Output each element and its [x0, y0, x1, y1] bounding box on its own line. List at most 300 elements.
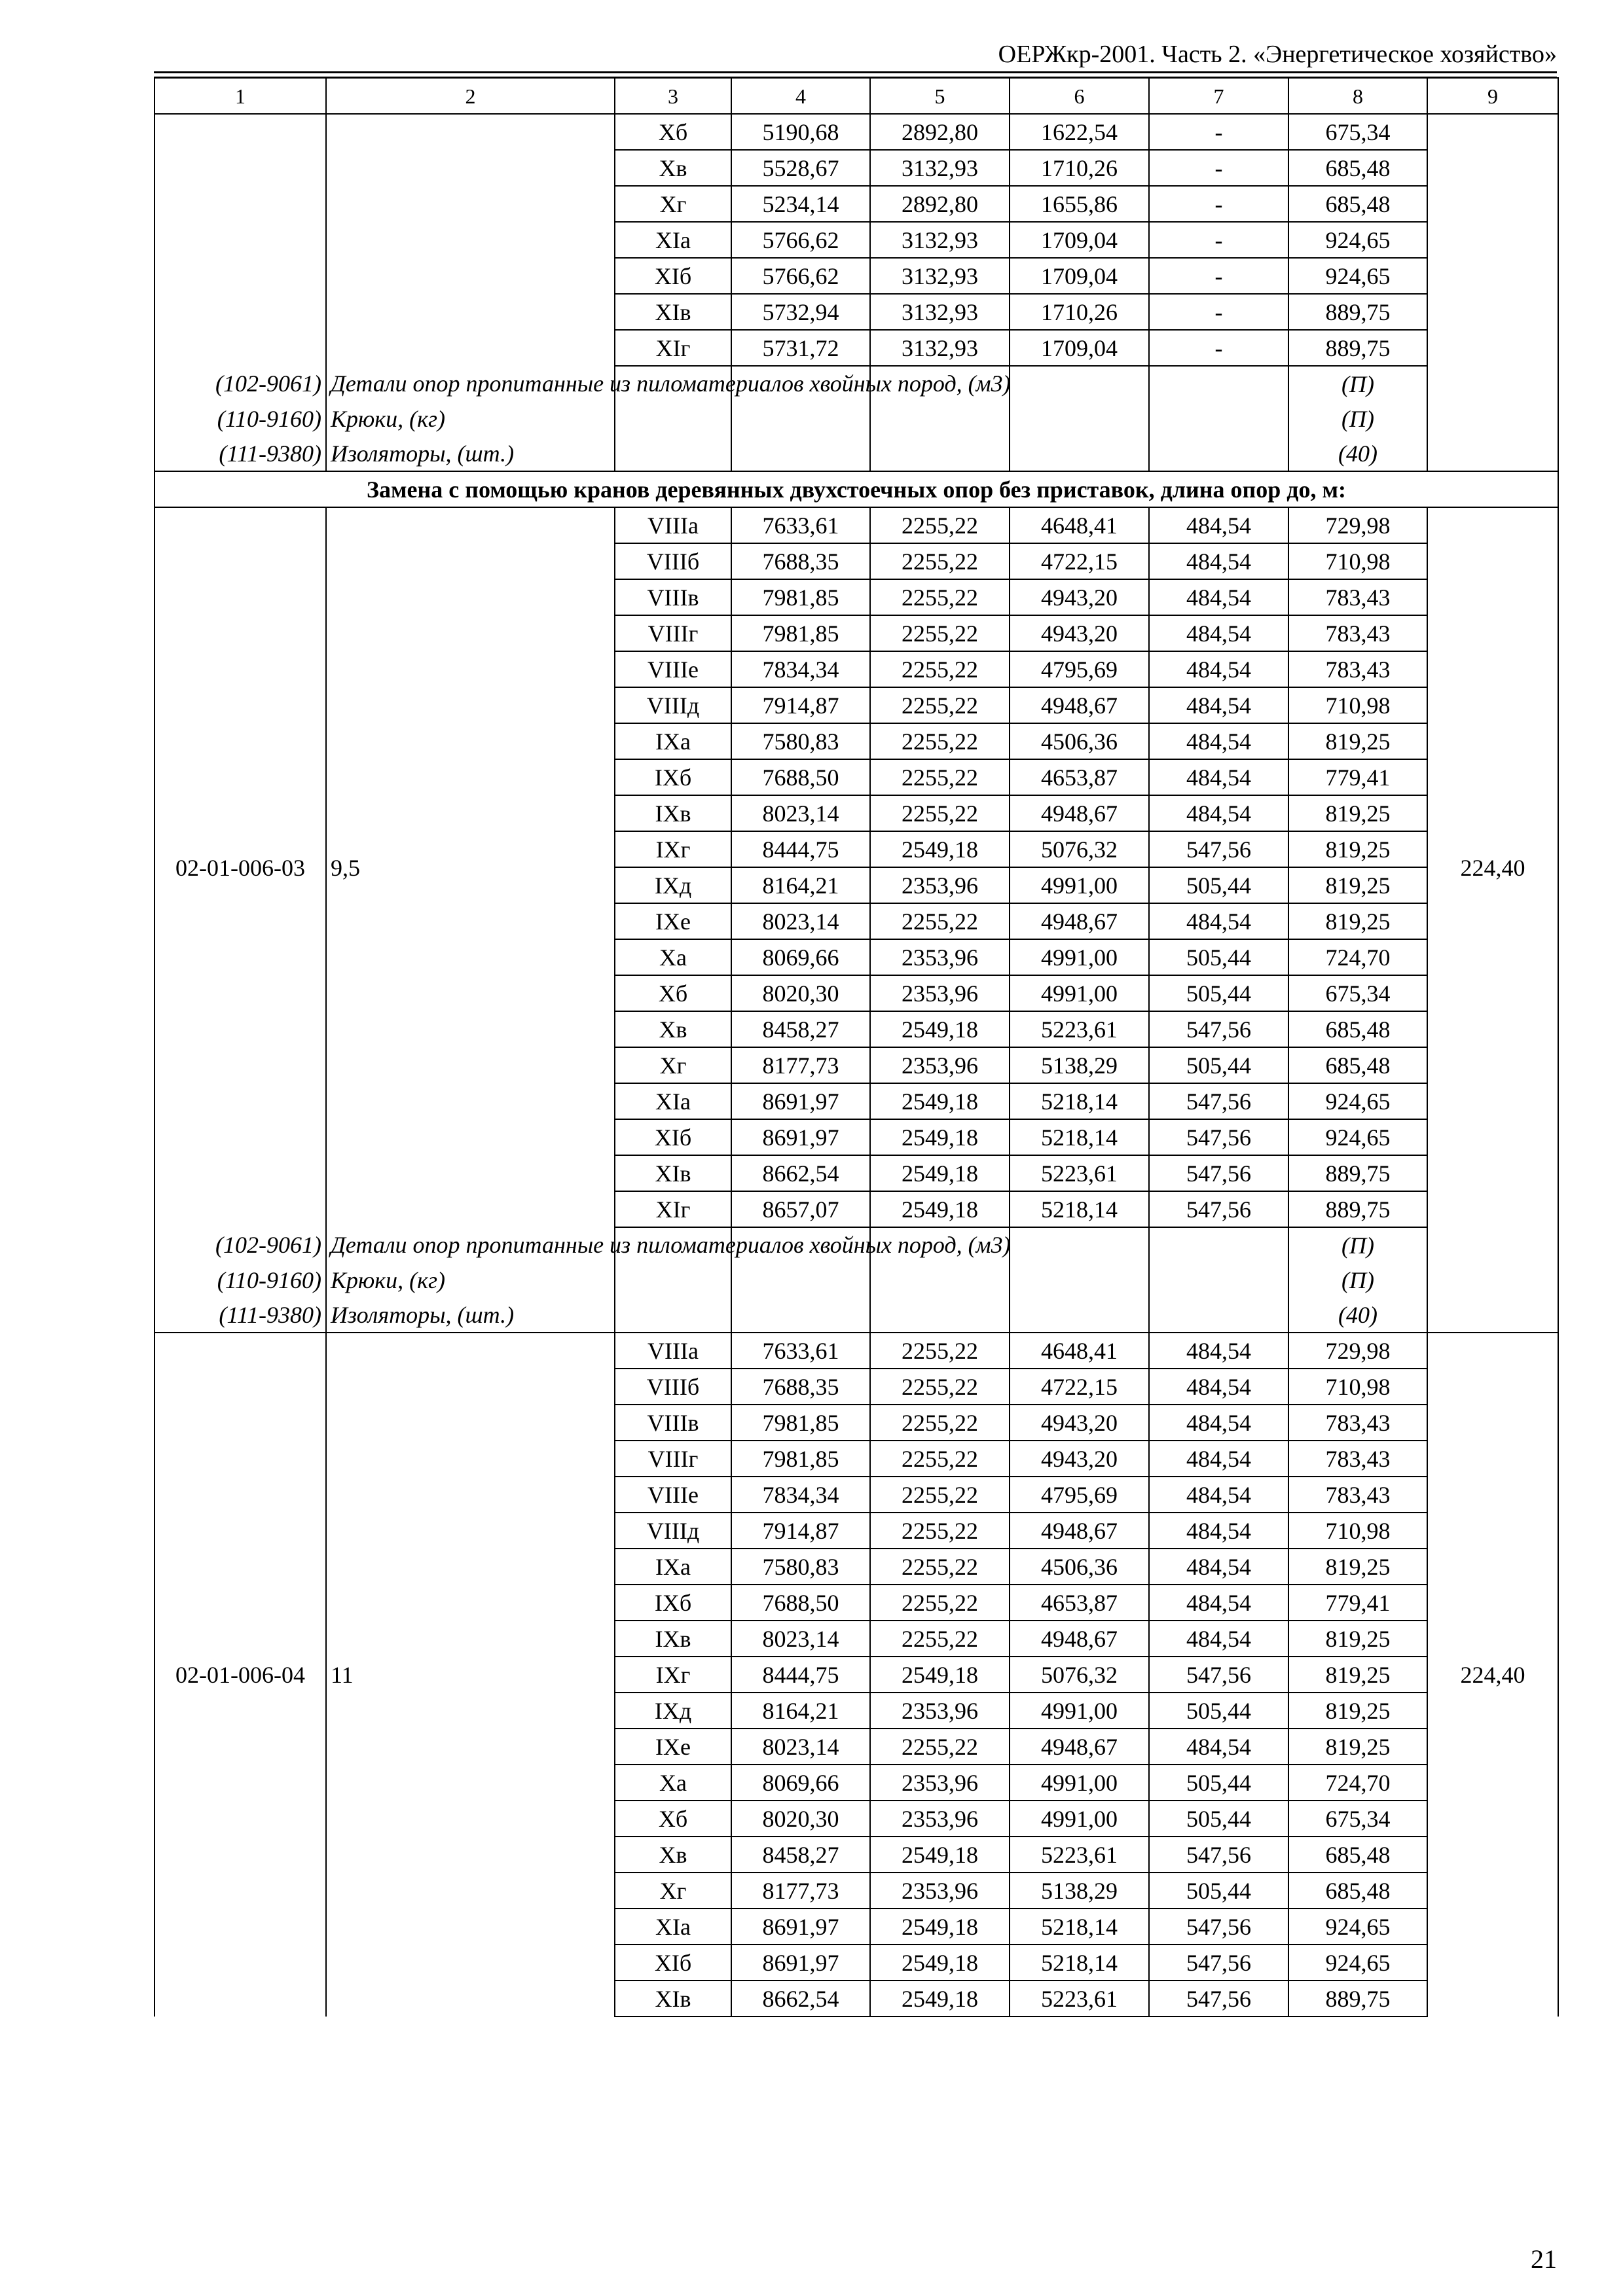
empty-cell — [1010, 1263, 1149, 1297]
table-cell-col-3: VIIIг — [615, 1441, 731, 1477]
table-cell-col-5: 2255,22 — [870, 1405, 1010, 1441]
table-cell-col-4: 8023,14 — [731, 903, 870, 939]
table-cell-col-7: 505,44 — [1149, 939, 1288, 975]
table-cell-col-5: 2255,22 — [870, 507, 1010, 543]
material-qty: (П) — [1288, 1227, 1427, 1263]
rate-code — [155, 114, 326, 366]
table-cell-col-7: 484,54 — [1149, 1729, 1288, 1765]
empty-cell — [1427, 366, 1558, 401]
rate-col9: 224,40 — [1427, 507, 1558, 1227]
table-cell-col-3: IXе — [615, 1729, 731, 1765]
table-cell-col-8: 889,75 — [1288, 1191, 1427, 1227]
table-cell-col-6: 1710,26 — [1010, 150, 1149, 186]
table-cell-col-7: 505,44 — [1149, 867, 1288, 903]
table-cell-col-5: 3132,93 — [870, 150, 1010, 186]
table-cell-col-5: 2255,22 — [870, 1441, 1010, 1477]
table-cell-col-3: VIIIа — [615, 1333, 731, 1369]
table-cell-col-6: 4943,20 — [1010, 579, 1149, 615]
table-cell-col-7: 547,56 — [1149, 1837, 1288, 1873]
table-cell-col-3: IXб — [615, 1585, 731, 1621]
material-qty: (П) — [1288, 366, 1427, 401]
table-cell-col-5: 2255,22 — [870, 903, 1010, 939]
table-cell-col-7: 547,56 — [1149, 1119, 1288, 1155]
table-cell-col-5: 2353,96 — [870, 1047, 1010, 1083]
table-cell-col-7: 484,54 — [1149, 1549, 1288, 1585]
table-cell-col-3: Xб — [615, 975, 731, 1011]
empty-cell — [731, 436, 870, 471]
empty-cell — [870, 1297, 1010, 1333]
table-cell-col-8: 685,48 — [1288, 1011, 1427, 1047]
table-cell-col-8: 685,48 — [1288, 186, 1427, 222]
table-cell-col-3: XIб — [615, 1119, 731, 1155]
table-cell-col-3: XIв — [615, 1155, 731, 1191]
table-cell-col-6: 4991,00 — [1010, 1801, 1149, 1837]
table-cell-col-6: 4722,15 — [1010, 1369, 1149, 1405]
table-cell-col-3: VIIIе — [615, 651, 731, 687]
table-cell-col-8: 783,43 — [1288, 579, 1427, 615]
empty-cell — [1010, 366, 1149, 401]
table-cell-col-3: IXа — [615, 1549, 731, 1585]
table-cell-col-5: 2353,96 — [870, 975, 1010, 1011]
column-number-7: 7 — [1149, 78, 1288, 114]
table-cell-col-8: 889,75 — [1288, 294, 1427, 330]
table-cell-col-8: 685,48 — [1288, 1873, 1427, 1909]
table-cell-col-8: 710,98 — [1288, 543, 1427, 579]
table-cell-col-5: 2549,18 — [870, 1945, 1010, 1981]
table-cell-col-7: 484,54 — [1149, 1621, 1288, 1657]
table-cell-col-6: 5218,14 — [1010, 1119, 1149, 1155]
table-cell-col-4: 7914,87 — [731, 687, 870, 723]
table-cell-col-3: VIIIе — [615, 1477, 731, 1513]
table-cell-col-7: 547,56 — [1149, 1191, 1288, 1227]
table-cell-col-7: 484,54 — [1149, 1369, 1288, 1405]
table-cell-col-3: IXг — [615, 831, 731, 867]
table-cell-col-7: 505,44 — [1149, 1873, 1288, 1909]
column-number-5: 5 — [870, 78, 1010, 114]
material-name: Крюки, (кг) — [326, 1263, 615, 1297]
table-cell-col-5: 3132,93 — [870, 294, 1010, 330]
material-code: (111-9380) — [155, 1297, 326, 1333]
table-cell-col-7: 505,44 — [1149, 1047, 1288, 1083]
table-cell-col-3: Xг — [615, 186, 731, 222]
column-number-row — [155, 78, 1558, 114]
material-qty: (П) — [1288, 1263, 1427, 1297]
table-cell-col-8: 729,98 — [1288, 507, 1427, 543]
table-cell-col-5: 2255,22 — [870, 795, 1010, 831]
table-cell-col-8: 710,98 — [1288, 1369, 1427, 1405]
table-cell-col-5: 2549,18 — [870, 1119, 1010, 1155]
table-cell-col-4: 7981,85 — [731, 1405, 870, 1441]
table-cell-col-8: 819,25 — [1288, 1549, 1427, 1585]
table-cell-col-3: Xб — [615, 114, 731, 150]
empty-cell — [1149, 1227, 1288, 1263]
table-cell-col-4: 8164,21 — [731, 867, 870, 903]
table-cell-col-8: 724,70 — [1288, 1765, 1427, 1801]
table-cell-col-8: 819,25 — [1288, 1621, 1427, 1657]
table-cell-col-7: 547,56 — [1149, 1011, 1288, 1047]
table-cell-col-7: 505,44 — [1149, 1801, 1288, 1837]
page-header-title: ОЕРЖкр-2001. Часть 2. «Энергетическое хозяйство» — [998, 41, 1557, 68]
table-cell-col-5: 2353,96 — [870, 1765, 1010, 1801]
table-cell-col-3: Xв — [615, 1837, 731, 1873]
table-cell-col-4: 8020,30 — [731, 975, 870, 1011]
empty-cell — [615, 401, 731, 436]
empty-cell — [1010, 436, 1149, 471]
empty-cell — [870, 1263, 1010, 1297]
table-cell-col-7: 547,56 — [1149, 1083, 1288, 1119]
material-code: (102-9061) — [155, 366, 326, 401]
table-row — [155, 507, 1558, 543]
table-cell-col-6: 5223,61 — [1010, 1981, 1149, 2017]
table-cell-col-4: 8691,97 — [731, 1945, 870, 1981]
table-cell-col-3: IXа — [615, 723, 731, 759]
table-cell-col-8: 729,98 — [1288, 1333, 1427, 1369]
table-cell-col-8: 819,25 — [1288, 723, 1427, 759]
table-cell-col-3: Xв — [615, 1011, 731, 1047]
table-cell-col-5: 2549,18 — [870, 1837, 1010, 1873]
table-cell-col-8: 889,75 — [1288, 1155, 1427, 1191]
material-name: Изоляторы, (шт.) — [326, 1297, 615, 1333]
table-cell-col-5: 2255,22 — [870, 615, 1010, 651]
empty-cell — [1149, 366, 1288, 401]
material-row — [155, 366, 1558, 401]
rate-code: 02-01-006-03 — [155, 507, 326, 1227]
empty-cell — [1427, 401, 1558, 436]
table-cell-col-3: XIб — [615, 1945, 731, 1981]
table-cell-col-7: - — [1149, 114, 1288, 150]
table-cell-col-6: 5218,14 — [1010, 1909, 1149, 1945]
table-cell-col-6: 1709,04 — [1010, 330, 1149, 366]
table-cell-col-4: 7834,34 — [731, 1477, 870, 1513]
table-cell-col-4: 7981,85 — [731, 615, 870, 651]
column-number-4: 4 — [731, 78, 870, 114]
table-cell-col-4: 8657,07 — [731, 1191, 870, 1227]
table-cell-col-7: 484,54 — [1149, 1513, 1288, 1549]
table-cell-col-7: 505,44 — [1149, 975, 1288, 1011]
table-cell-col-8: 724,70 — [1288, 939, 1427, 975]
rates-table-body — [155, 78, 1558, 2017]
table-cell-col-5: 2255,22 — [870, 1621, 1010, 1657]
table-cell-col-4: 5766,62 — [731, 222, 870, 258]
empty-cell — [1010, 1227, 1149, 1263]
material-row — [155, 1263, 1558, 1297]
table-cell-col-6: 4653,87 — [1010, 1585, 1149, 1621]
table-cell-col-4: 7633,61 — [731, 1333, 870, 1369]
table-cell-col-6: 5218,14 — [1010, 1945, 1149, 1981]
material-qty: (40) — [1288, 436, 1427, 471]
table-cell-col-7: - — [1149, 294, 1288, 330]
empty-cell — [615, 436, 731, 471]
table-cell-col-5: 2549,18 — [870, 1657, 1010, 1693]
empty-cell — [1427, 436, 1558, 471]
table-cell-col-4: 8164,21 — [731, 1693, 870, 1729]
empty-cell — [731, 1297, 870, 1333]
table-cell-col-8: 924,65 — [1288, 1083, 1427, 1119]
section-title: Замена с помощью кранов деревянных двухстоечных опор без приставок, длина опор до, м: — [155, 471, 1558, 507]
table-cell-col-6: 4943,20 — [1010, 615, 1149, 651]
material-row — [155, 401, 1558, 436]
table-cell-col-6: 4991,00 — [1010, 1765, 1149, 1801]
material-row — [155, 1297, 1558, 1333]
table-cell-col-5: 2353,96 — [870, 1873, 1010, 1909]
table-cell-col-3: IXв — [615, 1621, 731, 1657]
table-cell-col-6: 5223,61 — [1010, 1155, 1149, 1191]
table-cell-col-3: Xг — [615, 1873, 731, 1909]
empty-cell — [1427, 1227, 1558, 1263]
table-cell-col-5: 2255,22 — [870, 723, 1010, 759]
material-name: Изоляторы, (шт.) — [326, 436, 615, 471]
table-cell-col-8: 675,34 — [1288, 1801, 1427, 1837]
table-cell-col-5: 2255,22 — [870, 651, 1010, 687]
table-cell-col-6: 4943,20 — [1010, 1441, 1149, 1477]
table-cell-col-8: 779,41 — [1288, 1585, 1427, 1621]
table-cell-col-3: IXв — [615, 795, 731, 831]
table-cell-col-5: 2353,96 — [870, 939, 1010, 975]
table-cell-col-3: IXг — [615, 1657, 731, 1693]
table-cell-col-8: 685,48 — [1288, 1837, 1427, 1873]
table-cell-col-6: 4648,41 — [1010, 507, 1149, 543]
table-cell-col-5: 2549,18 — [870, 1981, 1010, 2017]
table-cell-col-4: 8177,73 — [731, 1047, 870, 1083]
table-cell-col-7: 547,56 — [1149, 1657, 1288, 1693]
table-cell-col-3: XIв — [615, 1981, 731, 2017]
table-cell-col-6: 5223,61 — [1010, 1011, 1149, 1047]
table-cell-col-8: 924,65 — [1288, 222, 1427, 258]
empty-cell — [1427, 1263, 1558, 1297]
empty-cell — [1149, 1263, 1288, 1297]
table-cell-col-7: 484,54 — [1149, 507, 1288, 543]
table-cell-col-8: 819,25 — [1288, 831, 1427, 867]
table-cell-col-5: 2549,18 — [870, 1155, 1010, 1191]
table-cell-col-5: 2255,22 — [870, 1333, 1010, 1369]
table-cell-col-4: 7688,50 — [731, 1585, 870, 1621]
table-cell-col-4: 7580,83 — [731, 1549, 870, 1585]
material-row — [155, 436, 1558, 471]
table-cell-col-6: 4991,00 — [1010, 975, 1149, 1011]
rate-name: 9,5 — [326, 507, 615, 1227]
table-cell-col-3: VIIIв — [615, 579, 731, 615]
table-cell-col-6: 4948,67 — [1010, 903, 1149, 939]
table-cell-col-7: - — [1149, 150, 1288, 186]
table-cell-col-5: 3132,93 — [870, 330, 1010, 366]
table-cell-col-8: 685,48 — [1288, 1047, 1427, 1083]
table-cell-col-4: 8023,14 — [731, 1729, 870, 1765]
table-cell-col-6: 4795,69 — [1010, 651, 1149, 687]
table-cell-col-3: VIIIб — [615, 543, 731, 579]
empty-cell — [731, 1263, 870, 1297]
empty-cell — [1010, 401, 1149, 436]
rate-name: 11 — [326, 1333, 615, 2017]
table-cell-col-8: 924,65 — [1288, 1119, 1427, 1155]
table-cell-col-7: - — [1149, 222, 1288, 258]
material-code: (110-9160) — [155, 401, 326, 436]
table-cell-col-4: 7914,87 — [731, 1513, 870, 1549]
table-cell-col-8: 819,25 — [1288, 795, 1427, 831]
column-number-9: 9 — [1427, 78, 1558, 114]
table-cell-col-3: XIв — [615, 294, 731, 330]
table-cell-col-6: 5076,32 — [1010, 1657, 1149, 1693]
table-cell-col-5: 2549,18 — [870, 1909, 1010, 1945]
table-cell-col-4: 7688,35 — [731, 543, 870, 579]
table-cell-col-3: Xа — [615, 1765, 731, 1801]
table-cell-col-5: 2255,22 — [870, 1585, 1010, 1621]
table-cell-col-3: Xб — [615, 1801, 731, 1837]
table-cell-col-4: 7580,83 — [731, 723, 870, 759]
table-cell-col-4: 8444,75 — [731, 1657, 870, 1693]
table-cell-col-5: 2255,22 — [870, 1477, 1010, 1513]
table-cell-col-6: 1655,86 — [1010, 186, 1149, 222]
table-cell-col-5: 2255,22 — [870, 687, 1010, 723]
table-cell-col-7: 547,56 — [1149, 1981, 1288, 2017]
table-cell-col-7: 484,54 — [1149, 687, 1288, 723]
table-cell-col-4: 8662,54 — [731, 1981, 870, 2017]
rate-col9: 224,40 — [1427, 1333, 1558, 2017]
table-cell-col-6: 4506,36 — [1010, 1549, 1149, 1585]
table-cell-col-8: 675,34 — [1288, 114, 1427, 150]
table-cell-col-4: 8069,66 — [731, 1765, 870, 1801]
rate-code: 02-01-006-04 — [155, 1333, 326, 2017]
table-cell-col-4: 5528,67 — [731, 150, 870, 186]
table-cell-col-4: 7834,34 — [731, 651, 870, 687]
table-cell-col-5: 2255,22 — [870, 1369, 1010, 1405]
material-code: (102-9061) — [155, 1227, 326, 1263]
table-cell-col-3: XIа — [615, 1083, 731, 1119]
table-cell-col-6: 1710,26 — [1010, 294, 1149, 330]
table-cell-col-7: 484,54 — [1149, 759, 1288, 795]
table-cell-col-4: 8444,75 — [731, 831, 870, 867]
table-cell-col-5: 2353,96 — [870, 867, 1010, 903]
table-cell-col-7: 484,54 — [1149, 903, 1288, 939]
table-cell-col-6: 4948,67 — [1010, 795, 1149, 831]
table-cell-col-4: 5732,94 — [731, 294, 870, 330]
column-number-1: 1 — [155, 78, 326, 114]
table-cell-col-6: 4943,20 — [1010, 1405, 1149, 1441]
table-cell-col-6: 4722,15 — [1010, 543, 1149, 579]
table-cell-col-6: 4948,67 — [1010, 1513, 1149, 1549]
table-cell-col-7: - — [1149, 330, 1288, 366]
material-qty: (40) — [1288, 1297, 1427, 1333]
table-cell-col-8: 783,43 — [1288, 615, 1427, 651]
rate-col9 — [1427, 114, 1558, 366]
table-cell-col-3: VIIIг — [615, 615, 731, 651]
table-cell-col-7: 505,44 — [1149, 1765, 1288, 1801]
table-cell-col-4: 7981,85 — [731, 579, 870, 615]
header-rule — [154, 71, 1557, 73]
table-cell-col-7: 484,54 — [1149, 1405, 1288, 1441]
table-cell-col-3: IXб — [615, 759, 731, 795]
table-cell-col-5: 2255,22 — [870, 1729, 1010, 1765]
table-cell-col-8: 819,25 — [1288, 903, 1427, 939]
table-cell-col-7: 484,54 — [1149, 1477, 1288, 1513]
empty-cell — [1427, 1297, 1558, 1333]
section-title-row — [155, 471, 1558, 507]
table-cell-col-4: 8069,66 — [731, 939, 870, 975]
table-cell-col-6: 1709,04 — [1010, 258, 1149, 294]
table-cell-col-8: 924,65 — [1288, 1945, 1427, 1981]
table-cell-col-5: 2353,96 — [870, 1693, 1010, 1729]
material-code: (111-9380) — [155, 436, 326, 471]
table-cell-col-5: 2892,80 — [870, 186, 1010, 222]
table-cell-col-8: 889,75 — [1288, 1981, 1427, 2017]
table-cell-col-5: 2255,22 — [870, 1513, 1010, 1549]
table-cell-col-6: 4506,36 — [1010, 723, 1149, 759]
table-cell-col-6: 4795,69 — [1010, 1477, 1149, 1513]
table-cell-col-8: 783,43 — [1288, 1405, 1427, 1441]
table-cell-col-4: 8691,97 — [731, 1909, 870, 1945]
table-cell-col-7: 484,54 — [1149, 795, 1288, 831]
table-row — [155, 1333, 1558, 1369]
material-name: Крюки, (кг) — [326, 401, 615, 436]
table-cell-col-8: 779,41 — [1288, 759, 1427, 795]
table-cell-col-3: Xа — [615, 939, 731, 975]
table-cell-col-8: 889,75 — [1288, 330, 1427, 366]
page-number: 21 — [1531, 2244, 1557, 2274]
empty-cell — [1149, 436, 1288, 471]
table-cell-col-3: VIIIд — [615, 687, 731, 723]
empty-cell — [1149, 401, 1288, 436]
empty-cell — [1149, 1297, 1288, 1333]
table-cell-col-6: 5218,14 — [1010, 1083, 1149, 1119]
table-cell-col-6: 4991,00 — [1010, 939, 1149, 975]
table-cell-col-6: 5138,29 — [1010, 1047, 1149, 1083]
table-cell-col-8: 819,25 — [1288, 1657, 1427, 1693]
material-code: (110-9160) — [155, 1263, 326, 1297]
table-cell-col-4: 7688,35 — [731, 1369, 870, 1405]
table-cell-col-6: 1709,04 — [1010, 222, 1149, 258]
table-cell-col-3: XIб — [615, 258, 731, 294]
table-cell-col-5: 2549,18 — [870, 831, 1010, 867]
empty-cell — [731, 401, 870, 436]
table-cell-col-7: 484,54 — [1149, 1441, 1288, 1477]
table-row — [155, 114, 1558, 150]
table-cell-col-6: 4648,41 — [1010, 1333, 1149, 1369]
table-cell-col-8: 819,25 — [1288, 867, 1427, 903]
table-cell-col-5: 3132,93 — [870, 222, 1010, 258]
table-cell-col-4: 7981,85 — [731, 1441, 870, 1477]
table-cell-col-7: 547,56 — [1149, 831, 1288, 867]
table-cell-col-3: IXд — [615, 1693, 731, 1729]
table-cell-col-8: 675,34 — [1288, 975, 1427, 1011]
table-cell-col-4: 7688,50 — [731, 759, 870, 795]
table-cell-col-5: 3132,93 — [870, 258, 1010, 294]
table-cell-col-4: 8020,30 — [731, 1801, 870, 1837]
table-cell-col-3: XIа — [615, 222, 731, 258]
table-cell-col-8: 924,65 — [1288, 258, 1427, 294]
material-name: Детали опор пропитанные из пиломатериалов хвойных пород, (м3) — [326, 1227, 615, 1263]
column-number-6: 6 — [1010, 78, 1149, 114]
table-cell-col-6: 5223,61 — [1010, 1837, 1149, 1873]
table-cell-col-8: 783,43 — [1288, 1441, 1427, 1477]
table-cell-col-6: 5138,29 — [1010, 1873, 1149, 1909]
table-cell-col-5: 2255,22 — [870, 543, 1010, 579]
rates-table — [154, 77, 1559, 2017]
table-cell-col-5: 2255,22 — [870, 579, 1010, 615]
table-cell-col-4: 8023,14 — [731, 1621, 870, 1657]
table-cell-col-7: 484,54 — [1149, 1585, 1288, 1621]
table-cell-col-4: 8023,14 — [731, 795, 870, 831]
empty-cell — [870, 436, 1010, 471]
table-cell-col-3: IXд — [615, 867, 731, 903]
table-cell-col-8: 710,98 — [1288, 1513, 1427, 1549]
table-cell-col-7: 484,54 — [1149, 615, 1288, 651]
table-cell-col-5: 2255,22 — [870, 1549, 1010, 1585]
table-cell-col-3: XIг — [615, 330, 731, 366]
table-cell-col-4: 5731,72 — [731, 330, 870, 366]
empty-cell — [615, 1263, 731, 1297]
table-cell-col-6: 4948,67 — [1010, 1729, 1149, 1765]
table-cell-col-7: 484,54 — [1149, 723, 1288, 759]
material-name: Детали опор пропитанные из пиломатериалов хвойных пород, (м3) — [326, 366, 615, 401]
